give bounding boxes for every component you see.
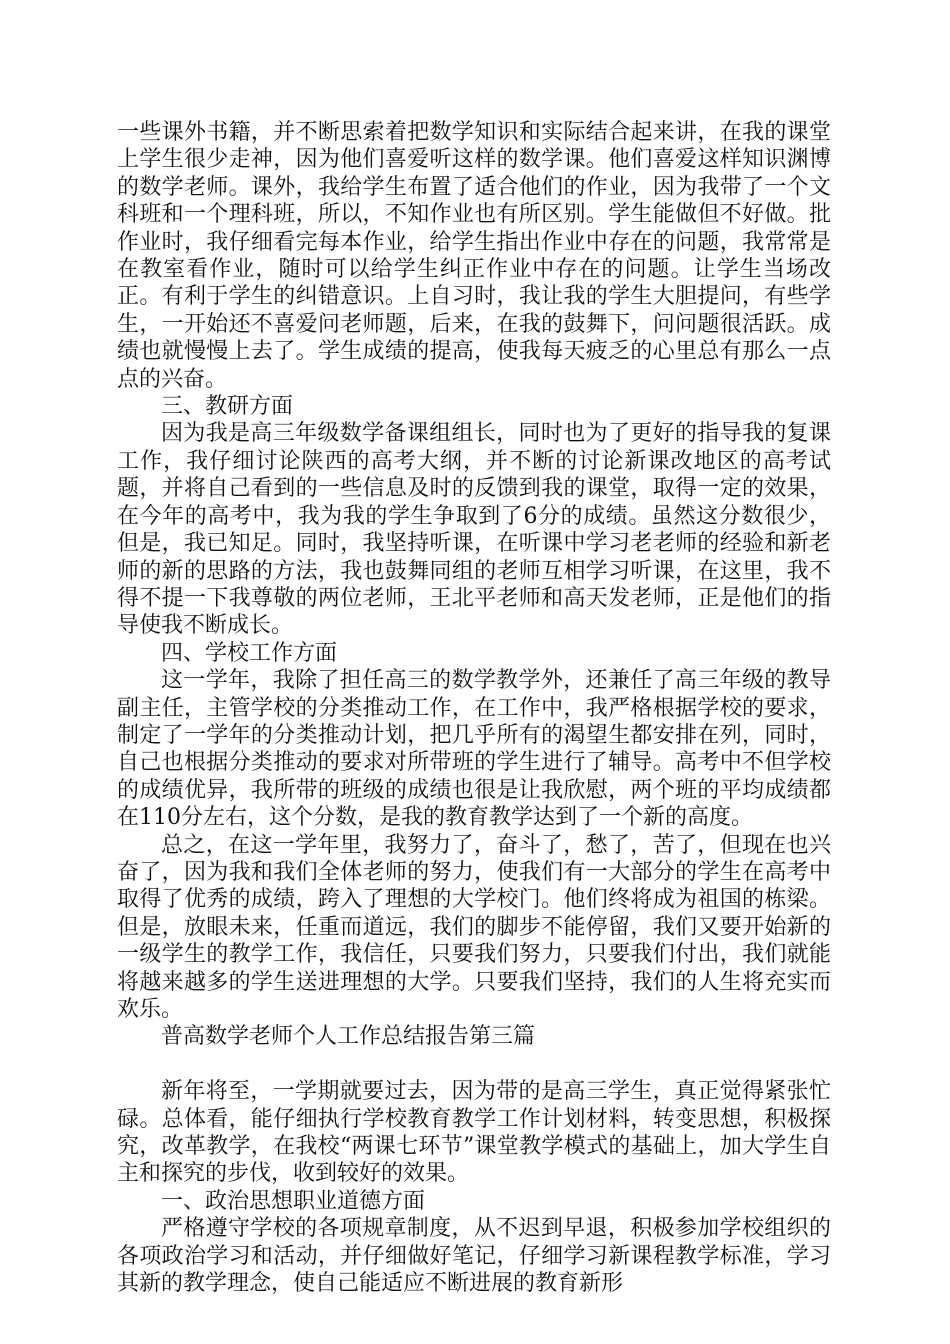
article-title-third: 普高数学老师个人工作总结报告第三篇	[161, 1024, 536, 1050]
blank-line	[117, 1051, 831, 1078]
paragraph-school-work: 这一学年，我除了担任高三的数学教学外，还兼任了高三年级的教导副主任，主管学校的分类推动工作，在工作中，我严格根据学校的要求，制定了一学年的分类推动计划，把几乎所有的渴望生都安排在列，同时，自己也根据分类推动的要求对所带班的学生进行了辅导。高考中不但学校的成绩优异，我所带的班级的成绩也很是让我欣慰，两个班的平均成绩都在110分左右，这个分数，是我的教育教学达到了一个新的高度。	[117, 668, 831, 831]
paragraph-conclusion: 总之，在这一学年里，我努力了，奋斗了，愁了，苦了，但现在也兴奋了，因为我和我们全体老师的努力，使我们有一大部分的学生在高考中取得了优秀的成绩，跨入了理想的大学校门。他们终将成为祖国的栋梁。但是，放眼未来，任重而道远，我们的脚步不能停留，我们又要开始新的一级学生的教学工作，我信任，只要我们努力，只要我们付出，我们就能将越来越多的学生送进理想的大学。只要我们坚持，我们的人生将充实而欢乐。	[117, 832, 831, 1022]
paragraph-teaching-research: 因为我是高三年级数学备课组组长，同时也为了更好的指导我的复课工作，我仔细讨论陕西的高考大纲，并不断的讨论新课改地区的高考试题，并将自己看到的一些信息及时的反馈到我的课堂，取得一定的效果，在今年的高考中，我为我的学生争取到了6分的成绩。虽然这分数很少，但是，我已知足。同时，我坚持听课，在听课中学习老老师的经验和新老师的新的思路的方法，我也鼓舞同组的老师互相学习听课，在这里，我不得不提一下我尊敬的两位老师，王北平老师和高天发老师，正是他们的指导使我不断成长。	[117, 421, 831, 639]
section-heading-school-work: 四、学校工作方面	[161, 640, 338, 666]
paragraph-intro-third: 新年将至，一学期就要过去，因为带的是高三学生，真正觉得紧张忙碌。总体看，能仔细执行学校教育教学工作计划材料，转变思想，积极探究，改革教学，在我校“两课七环节”课堂教学模式的基础上，加大学生自主和探究的步伐，收到较好的效果。	[117, 1079, 831, 1187]
section-heading-teaching-research: 三、教研方面	[161, 394, 294, 420]
paragraph-political-ethics: 严格遵守学校的各项规章制度，从不迟到早退，积极参加学校组织的各项政治学习和活动，并仔细做好笔记，仔细学习新课程教学标准，学习其新的教学理念，使自己能适应不断进展的教育新形	[117, 1216, 831, 1297]
section-heading-political-ethics: 一、政治思想职业道德方面	[161, 1188, 426, 1214]
document-page	[117, 119, 831, 1297]
paragraph-continuation: 一些课外书籍，并不断思索着把数学知识和实际结合起来讲，在我的课堂上学生很少走神，因为他们喜爱听这样的数学课。他们喜爱这样知识渊博的数学老师。课外，我给学生布置了适合他们的作业，因为我带了一个文科班和一个理科班，所以，不知作业也有所区别。学生能做但不好做。批作业时，我仔细看完每本作业，给学生指出作业中存在的问题，我常常是在教室看作业，随时可以给学生纠正作业中存在的问题。让学生当场改正。有利于学生的纠错意识。上自习时，我让我的学生大胆提问，有些学生，一开始还不喜爱问老师题，后来，在我的鼓舞下，问问题很活跃。成绩也就慢慢上去了。学生成绩的提高，使我每天疲乏的心里总有那么一点点的兴奋。	[117, 120, 831, 392]
